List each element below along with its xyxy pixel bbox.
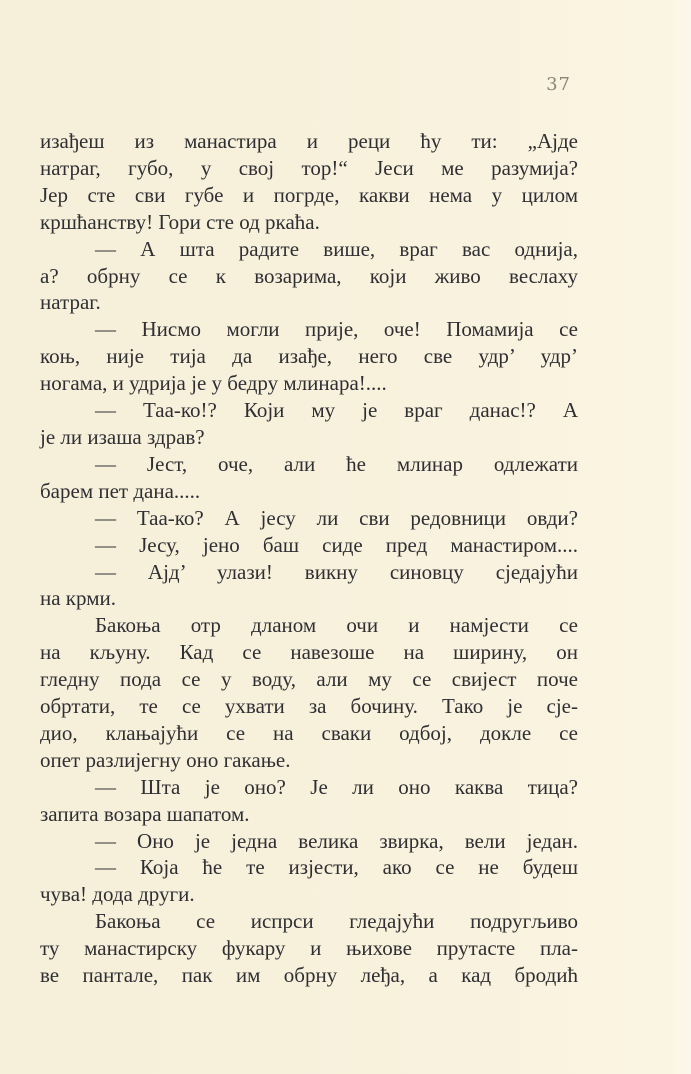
text-line: — Таа-ко!? Који му је враг данас!? А	[95, 398, 578, 423]
text-line: кршћанству! Гори сте од ркаћа.	[40, 209, 320, 234]
text-line: натраг.	[40, 290, 101, 315]
text-line: изађеш из манастира и реци ћу ти: „Ајде	[40, 129, 578, 153]
text-line: а? обрну се к возарима, који живо веслаху	[40, 263, 578, 288]
text-line: чува! дода други.	[40, 882, 195, 907]
text-line: — Која ће те изјести, ако се не будеш	[95, 855, 578, 880]
text-line: на крми.	[40, 586, 116, 611]
text-line: — Оно је једна велика звирка, вели један.	[95, 828, 578, 853]
page-edge-shading	[667, 0, 691, 1074]
page-number: 37	[546, 74, 571, 95]
text-line: Бакоња отр дланом очи и намјести се	[95, 613, 578, 638]
text-line: — Јест, оче, али ће млинар одлежати	[95, 451, 578, 476]
text-line: опет разлијегну оно гакање.	[40, 747, 291, 772]
text-line: на кљуну. Кад се навезоше на ширину, он	[40, 640, 578, 665]
text-line: гледну пода се у воду, али му се свијест поче	[40, 667, 578, 692]
text-line: обртати, те се ухвати за бочину. Тако је сје-	[40, 694, 578, 719]
text-line: натраг, губо, у свој тор!“ Јеси ме разумија?	[40, 155, 578, 180]
text-line: — А шта радите више, враг вас однија,	[95, 236, 578, 261]
text-line: дио, клањајући се на сваки одбој, докле се	[40, 720, 578, 745]
body-text	[40, 128, 578, 989]
text-line: — Ајд’ улази! викну синовцу сједајући	[95, 559, 578, 584]
text-line: барем пет дана.....	[40, 478, 201, 503]
text-line: Јер сте сви губе и погрде, какви нема у цилом	[40, 182, 578, 207]
text-line: ве пантале, пак им обрну леђа, а кад бродић	[40, 963, 578, 988]
text-line: ту манастирску фукару и њихове прутасте пла-	[40, 936, 578, 961]
text-line: ногама, и удрија је у бедру млинара!....	[40, 371, 387, 396]
text-line: коњ, није тија да изађе, него све удр’ удр’	[40, 344, 578, 369]
text-line: запита возара шапатом.	[40, 801, 250, 826]
text-line: — Нисмо могли прије, оче! Помамија се	[95, 317, 578, 342]
text-line: је ли изаша здрав?	[40, 424, 205, 449]
text-line: — Јесу, јено баш сиде пред манастиром....	[95, 532, 578, 557]
text-line: Бакоња се испрси гледајући подругљиво	[95, 909, 578, 934]
text-line: — Шта је оно? Је ли оно каква тица?	[95, 774, 578, 799]
text-line: — Таа-ко? А јесу ли сви редовници овди?	[95, 505, 578, 530]
